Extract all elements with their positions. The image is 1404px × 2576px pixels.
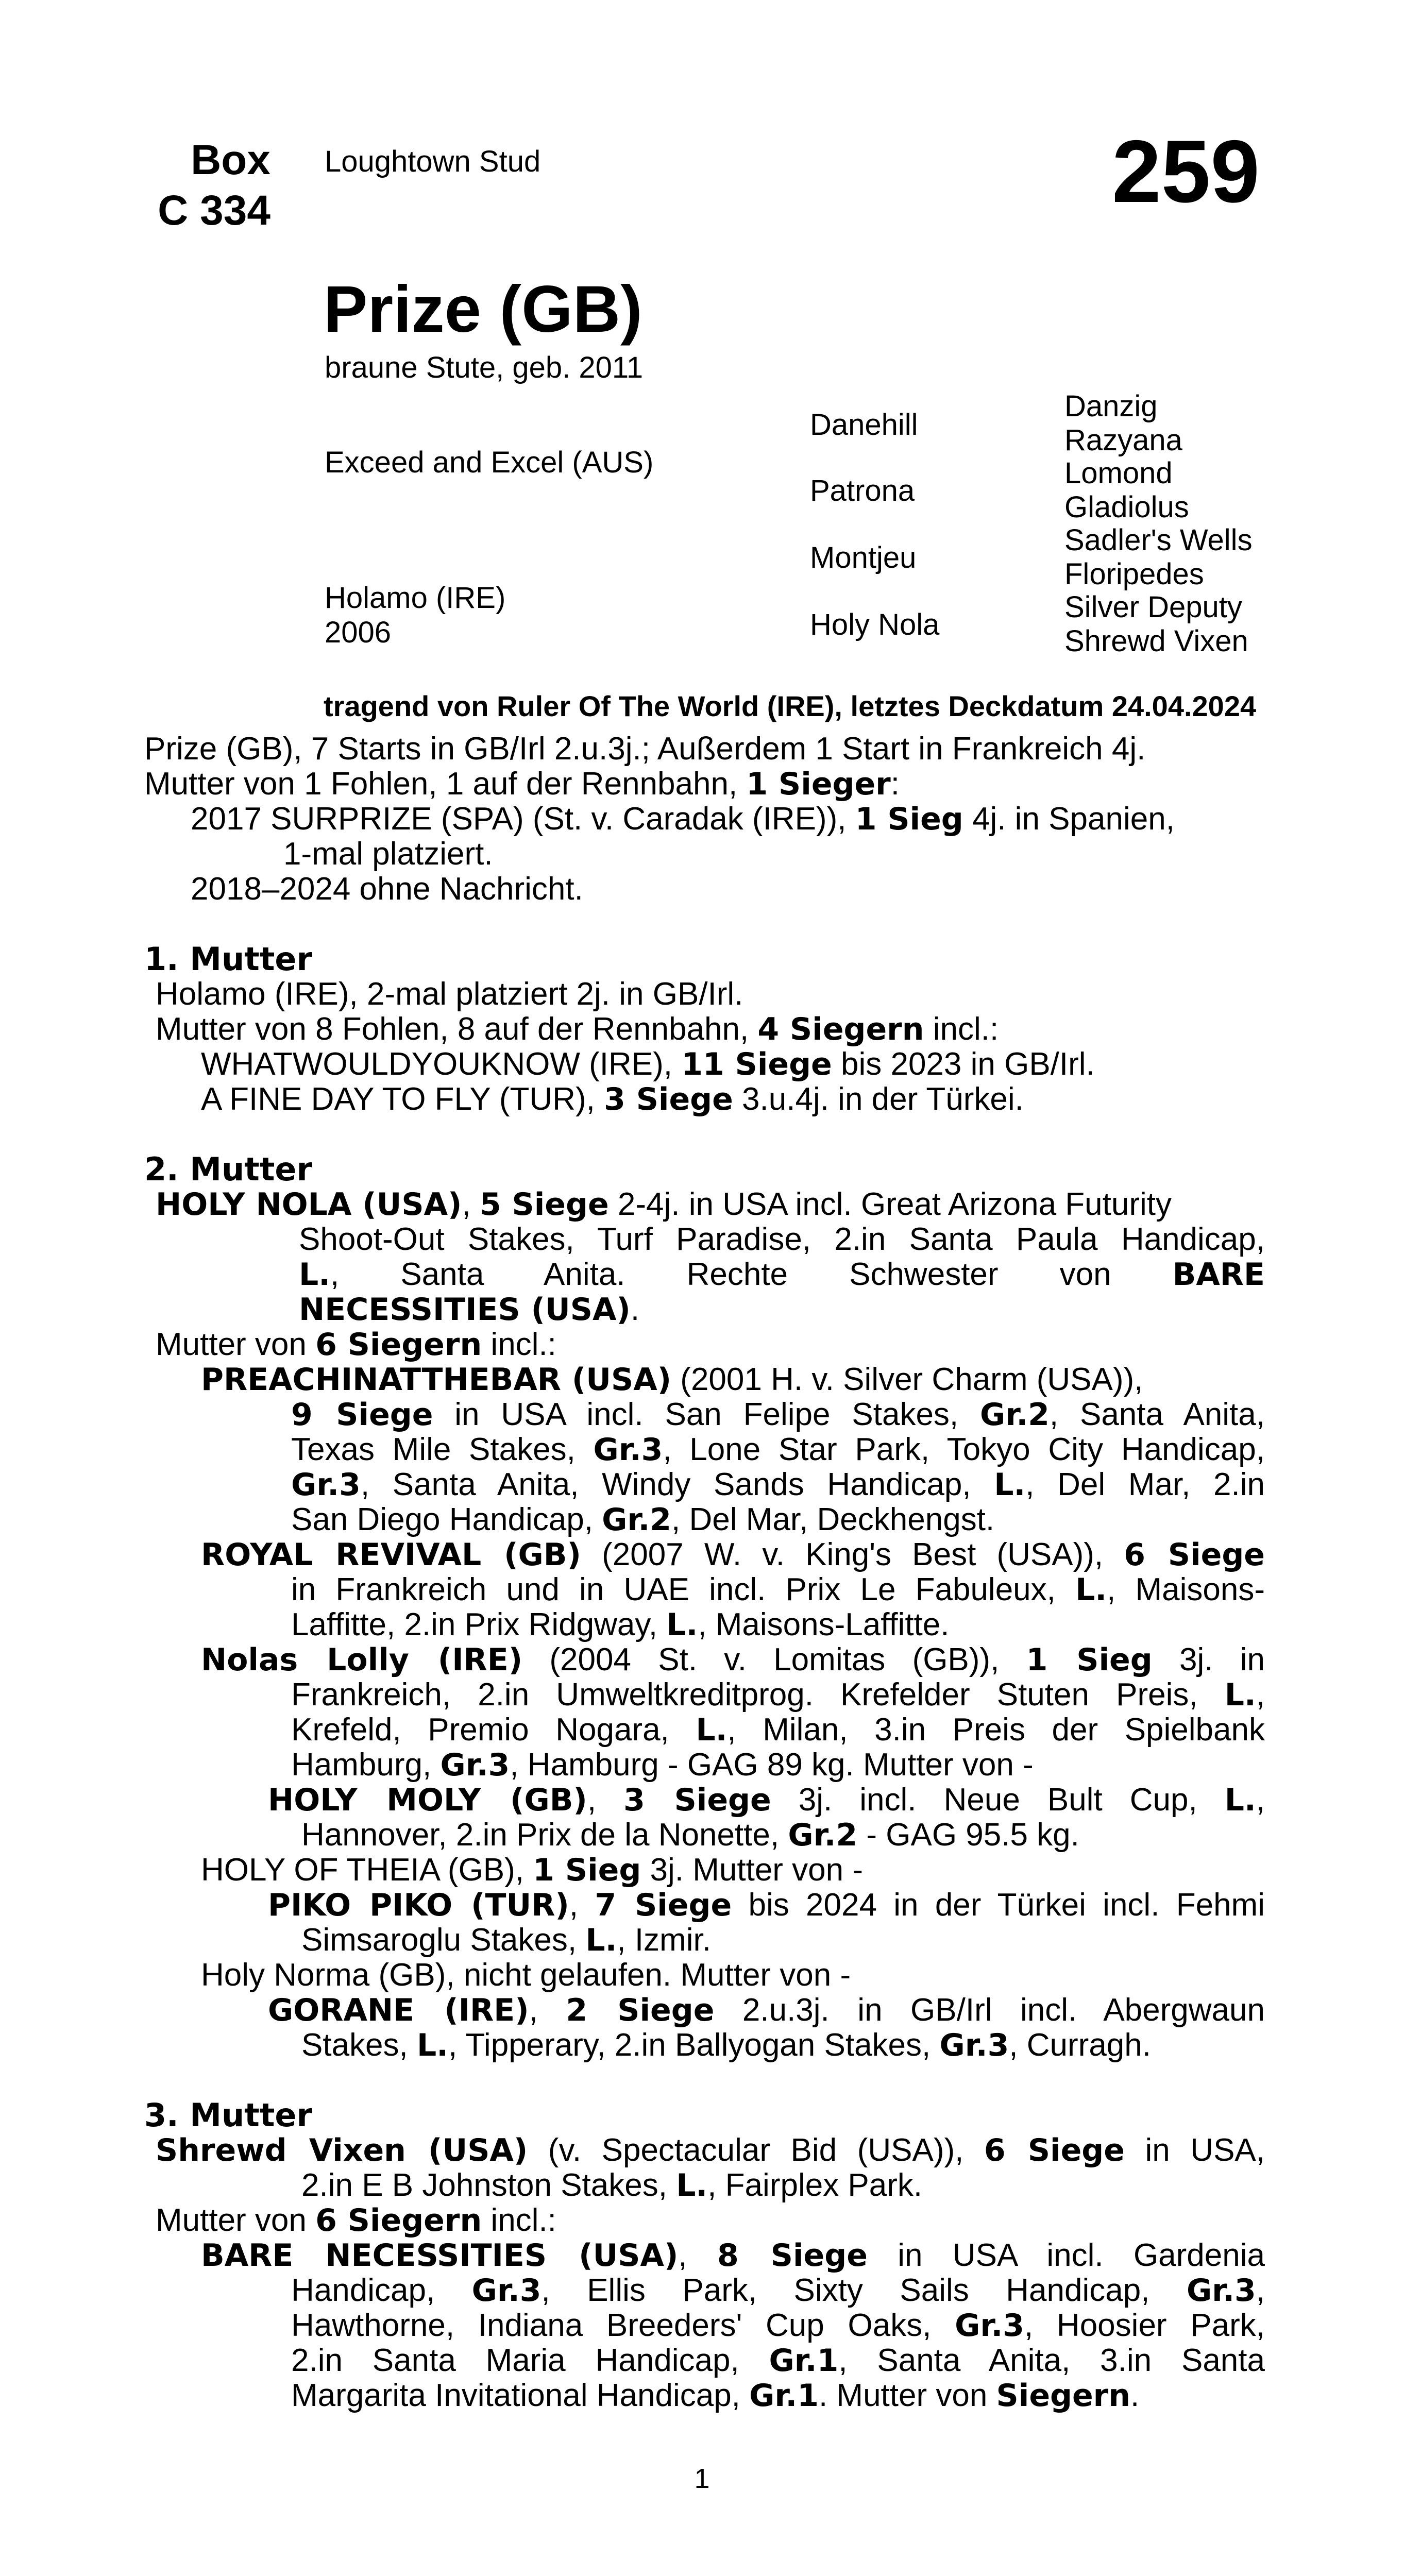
produce-entry-cont [291, 1677, 1265, 1713]
bold-text: 6 Siegern [315, 1327, 482, 1363]
text-segment: , Santa Anita, [1049, 1397, 1265, 1432]
box-number: C 334 [158, 187, 270, 234]
produce-entry [144, 1362, 1265, 1397]
bold-text: Gr.2 [602, 1502, 671, 1538]
text-segment: Hannover, 2.in Prix de la Nonette, [301, 1817, 788, 1853]
bold-text: L. [585, 1922, 617, 1958]
text-segment: Hawthorne, Indiana Breeders' Cup Oaks, [291, 2308, 955, 2343]
bold-text: L. [676, 2167, 708, 2204]
text-segment: 3j. incl. Neue Bult Cup, [771, 1782, 1225, 1818]
text-segment: Laffitte, 2.in Prix Ridgway, [291, 1607, 667, 1642]
bold-text: NECESSITIES (USA) [299, 1292, 631, 1328]
covering-info: tragend von Ruler Of The World (IRE), letztes Deckdatum 24.04.2024 [324, 690, 1257, 722]
bold-text: 1 Sieger [746, 766, 891, 802]
text-segment: San Diego Handicap, [291, 1502, 602, 1537]
dam-record-cont [299, 1257, 1265, 1292]
text-segment: Frankreich, 2.in Umweltkreditprog. Krefelder Stuten Preis, [291, 1677, 1225, 1713]
text-segment: 2.in Santa Maria Handicap, [291, 2343, 769, 2378]
bold-text: Gr.3 [1186, 2273, 1256, 2309]
pedigree-great-grandparent: Lomond [1064, 456, 1173, 490]
dam-record [156, 2133, 1265, 2168]
bold-text: Gr.3 [939, 2027, 1009, 2063]
text-segment: in USA incl. Gardenia [867, 2238, 1265, 2273]
bold-text: HOLY MOLY (GB) [268, 1782, 587, 1818]
produce-entry-cont [144, 1818, 1265, 1853]
bold-text: L. [666, 1607, 698, 1643]
text-segment: bis 2023 in GB/Irl. [832, 1046, 1095, 1082]
produce-entry-cont [144, 1923, 1265, 1958]
produce-entry-cont [144, 2028, 1265, 2063]
text-segment: Handicap, [291, 2273, 472, 2308]
text-segment: , [678, 2238, 717, 2273]
text-segment: : [890, 766, 900, 802]
text-segment: , Tipperary, 2.in Ballyogan Stakes, [448, 2027, 940, 2063]
pedigree-text [144, 732, 1265, 2413]
text-segment: HOLY OF THEIA (GB), [201, 1852, 533, 1888]
bold-text: 11 Siege [681, 1046, 832, 1082]
bold-text: L. [1075, 1572, 1107, 1608]
pedigree-great-grandparent: Shrewd Vixen [1064, 624, 1248, 658]
bold-text: L. [1224, 1677, 1256, 1713]
pedigree-great-grandparent: Floripedes [1064, 557, 1204, 591]
text-segment: 4j. in Spanien, [963, 801, 1175, 837]
horse-name: Prize (GB) [324, 273, 642, 346]
text-segment: - GAG 95.5 kg. [857, 1817, 1079, 1853]
pedigree-grandparent: Danehill [810, 408, 918, 442]
pedigree-great-grandparent: Razyana [1064, 423, 1182, 457]
text-segment: 3.u.4j. in der Türkei. [733, 1081, 1024, 1117]
text-segment: Simsaroglu Stakes, [301, 1922, 586, 1958]
produce-entry [268, 1888, 1265, 1923]
pedigree-great-grandparent: Gladiolus [1064, 490, 1189, 524]
bold-text: Gr.3 [955, 2308, 1024, 2344]
text-segment: , Lone Star Park, Tokyo City Handicap, [663, 1432, 1265, 1467]
text-segment: 2.in E B Johnston Stakes, [301, 2167, 676, 2203]
text-segment: , Santa Anita. Rechte Schwester von [330, 1257, 1173, 1292]
bold-text: Gr.3 [291, 1467, 361, 1503]
dam-produce-summary [144, 1012, 1265, 1047]
pedigree-great-grandparent: Sadler's Wells [1064, 523, 1253, 557]
text-segment: in Frankreich und in UAE incl. Prix Le Fabuleux, [291, 1572, 1076, 1607]
produce-entry [144, 1853, 1265, 1888]
bold-text: 5 Siege [479, 1187, 609, 1223]
text-segment: Stakes, [301, 2027, 417, 2063]
text-segment: incl.: [482, 2202, 556, 2238]
produce-entry: 2018–2024 ohne Nachricht. [191, 871, 583, 907]
bold-text: Gr.3 [440, 1747, 510, 1783]
produce-entry-cont [144, 1607, 1265, 1642]
text-segment: 2017 SURPRIZE (SPA) (St. v. Caradak (IRE)), [191, 801, 855, 837]
lot-number: 259 [1112, 122, 1260, 221]
pedigree-grandparent: Patrona [810, 474, 915, 507]
bold-text: 1 Sieg [855, 801, 963, 837]
text-segment: 2-4j. in USA incl. Great Arizona Futurity [608, 1187, 1172, 1222]
bold-text: Gr.3 [471, 2273, 542, 2309]
box-label: Box [191, 137, 270, 183]
text-segment: , Maisons- [1107, 1572, 1265, 1607]
dam-record-cont [144, 2168, 1265, 2203]
text-segment: , Del Mar, 2.in [1025, 1467, 1265, 1502]
produce-summary [144, 767, 1265, 802]
bold-text: Siegern [996, 2378, 1130, 2414]
bold-text: 1 Sieg [1026, 1642, 1153, 1678]
produce-entry-cont [144, 2378, 1265, 2413]
pedigree-dam: Holamo (IRE) [325, 581, 506, 615]
bold-text: 7 Siege [595, 1887, 732, 1923]
text-segment: , Del Mar, Deckhengst. [671, 1502, 995, 1537]
dam-record: Holamo (IRE), 2-mal platziert 2j. in GB/Irl. [156, 976, 743, 1012]
bold-text: BARE [1172, 1257, 1265, 1293]
dam-produce-summary [144, 1327, 1265, 1362]
produce-entry-cont [144, 1748, 1265, 1783]
bold-text: GORANE (IRE) [268, 1992, 529, 2028]
pedigree-great-grandparent: Danzig [1064, 389, 1158, 423]
bold-text: 1 Sieg [533, 1852, 641, 1888]
bold-text: ROYAL REVIVAL (GB) [201, 1537, 581, 1573]
box-info [113, 135, 270, 236]
produce-entry [201, 2238, 1265, 2273]
text-segment: (2004 St. v. Lomitas (GB)), [522, 1642, 1026, 1677]
text-segment: WHATWOULDYOUKNOW (IRE), [201, 1046, 682, 1082]
pedigree-grandparent: Holy Nola [810, 608, 940, 641]
bold-text: Nolas Lolly (IRE) [201, 1642, 523, 1678]
text-segment: Mutter von [156, 2202, 316, 2238]
text-segment: in USA incl. San Felipe Stakes, [433, 1397, 980, 1432]
text-segment: Margarita Invitational Handicap, [291, 2378, 750, 2413]
pedigree-grandparent: Montjeu [810, 541, 917, 574]
produce-entry-cont [291, 1467, 1265, 1502]
bold-text: L. [994, 1467, 1026, 1503]
bold-text: 6 Siege [1124, 1537, 1265, 1573]
section-heading: 2. Mutter [144, 1150, 313, 1188]
bold-text: 6 Siege [984, 2132, 1125, 2168]
text-segment: in USA, [1124, 2132, 1265, 2168]
produce-entry [144, 802, 1265, 837]
dam-record [144, 1187, 1265, 1222]
bold-text: Gr.2 [788, 1817, 858, 1853]
produce-entry-cont [291, 1572, 1265, 1607]
text-segment: Mutter von 1 Fohlen, 1 auf der Rennbahn, [144, 766, 747, 802]
bold-text: Gr.1 [769, 2343, 839, 2379]
text-segment: 2.u.3j. in GB/Irl incl. Abergwaun [714, 1992, 1265, 2028]
produce-entry-cont [291, 2273, 1265, 2308]
text-segment: . [1130, 2378, 1140, 2413]
bold-text: Gr.1 [749, 2378, 819, 2414]
text-segment: , [529, 1992, 566, 2028]
section-heading: 3. Mutter [144, 2096, 313, 2134]
bold-text: L. [299, 1257, 331, 1293]
bold-text: BARE NECESSITIES (USA) [201, 2238, 679, 2274]
text-segment: . Mutter von [818, 2378, 996, 2413]
text-segment: Texas Mile Stakes, [291, 1432, 594, 1467]
bold-text: 9 Siege [291, 1397, 433, 1433]
produce-entry [144, 1082, 1265, 1117]
text-segment: incl.: [482, 1327, 556, 1362]
text-segment: , [569, 1887, 595, 1923]
text-segment: , [462, 1187, 480, 1222]
text-segment: Krefeld, Premio Nogara, [291, 1712, 696, 1748]
produce-entry [201, 1642, 1265, 1677]
text-segment: 3j. in [1152, 1642, 1265, 1677]
produce-entry-cont [291, 1713, 1265, 1748]
produce-entry [268, 1993, 1265, 2028]
page-number: 1 [694, 2463, 710, 2494]
text-segment: A FINE DAY TO FLY (TUR), [201, 1081, 604, 1117]
produce-entry-cont: 1-mal platziert. [283, 836, 493, 872]
bold-text: L. [1224, 1782, 1256, 1818]
bold-text: Gr.3 [593, 1432, 663, 1468]
bold-text: PREACHINATTHEBAR (USA) [201, 1362, 672, 1398]
bold-text: 3 Siege [623, 1782, 771, 1818]
text-segment: , Santa Anita, 3.in Santa [838, 2343, 1265, 2378]
bold-text: L. [696, 1712, 728, 1748]
text-segment: , [587, 1782, 624, 1818]
pedigree-dam-year: 2006 [325, 616, 392, 649]
bold-text: PIKO PIKO (TUR) [268, 1887, 569, 1923]
produce-entry-cont [144, 1502, 1265, 1537]
text-segment: (2001 H. v. Silver Charm (USA)), [671, 1362, 1143, 1397]
section-heading: 1. Mutter [144, 940, 313, 978]
text-segment: , Ellis Park, Sixty Sails Handicap, [541, 2273, 1187, 2308]
bold-text: Gr.2 [980, 1397, 1050, 1433]
text-segment: , Maisons-Laffitte. [698, 1607, 950, 1642]
bold-text: L. [417, 2027, 449, 2063]
pedigree-sire: Exceed and Excel (AUS) [325, 446, 654, 479]
horse-description: braune Stute, geb. 2011 [325, 351, 644, 384]
produce-entry [268, 1783, 1265, 1818]
text-segment: (2007 W. v. King's Best (USA)), [581, 1537, 1124, 1572]
produce-entry-cont [291, 1432, 1265, 1467]
text-segment: , Hamburg - GAG 89 kg. Mutter von - [510, 1747, 1034, 1783]
text-segment: , Hoosier Park, [1024, 2308, 1265, 2343]
bold-text: Shrewd Vixen (USA) [156, 2132, 528, 2168]
text-segment: , Fairplex Park. [707, 2167, 923, 2203]
vendor: Loughtown Stud [325, 145, 541, 178]
produce-entry-cont [291, 2343, 1265, 2378]
text-segment: , [1256, 1782, 1265, 1818]
text-segment: (v. Spectacular Bid (USA)), [528, 2132, 984, 2168]
text-segment: , Izmir. [617, 1922, 711, 1958]
text-segment: , Curragh. [1009, 2027, 1151, 2063]
produce-entry: Holy Norma (GB), nicht gelaufen. Mutter von - [201, 1957, 851, 1993]
bold-text: 6 Siegern [315, 2202, 482, 2239]
bold-text: HOLY NOLA (USA) [156, 1187, 462, 1223]
text-segment: , Santa Anita, Windy Sands Handicap, [360, 1467, 994, 1502]
text-segment: , [1256, 2273, 1265, 2308]
bold-text: 4 Siegern [757, 1011, 924, 1047]
text-segment: Hamburg, [291, 1747, 441, 1783]
text-segment: Mutter von [156, 1327, 316, 1362]
pedigree-great-grandparent: Silver Deputy [1064, 590, 1242, 624]
text-segment: , [1256, 1677, 1265, 1713]
text-segment: incl.: [924, 1011, 999, 1047]
text-segment: . [630, 1292, 640, 1327]
bold-text: 2 Siege [566, 1992, 715, 2028]
dam-record-cont [144, 1292, 1265, 1327]
text-segment: Mutter von 8 Fohlen, 8 auf der Rennbahn, [156, 1011, 758, 1047]
race-record: Prize (GB), 7 Starts in GB/Irl 2.u.3j.; Außerdem 1 Start in Frankreich 4j. [144, 731, 1146, 767]
dam-produce-summary [144, 2203, 1265, 2238]
produce-entry-cont [291, 1397, 1265, 1432]
produce-entry [201, 1537, 1265, 1572]
bold-text: 3 Siege [604, 1081, 733, 1117]
dam-record-cont: Shoot-Out Stakes, Turf Paradise, 2.in Santa Paula Handicap, [299, 1222, 1265, 1257]
bold-text: 8 Siege [717, 2238, 868, 2274]
produce-entry [144, 1047, 1265, 1082]
text-segment: 3j. Mutter von - [641, 1852, 864, 1888]
text-segment: bis 2024 in der Türkei incl. Fehmi [732, 1887, 1265, 1923]
text-segment: , Milan, 3.in Preis der Spielbank [727, 1712, 1265, 1748]
produce-entry-cont [291, 2308, 1265, 2343]
